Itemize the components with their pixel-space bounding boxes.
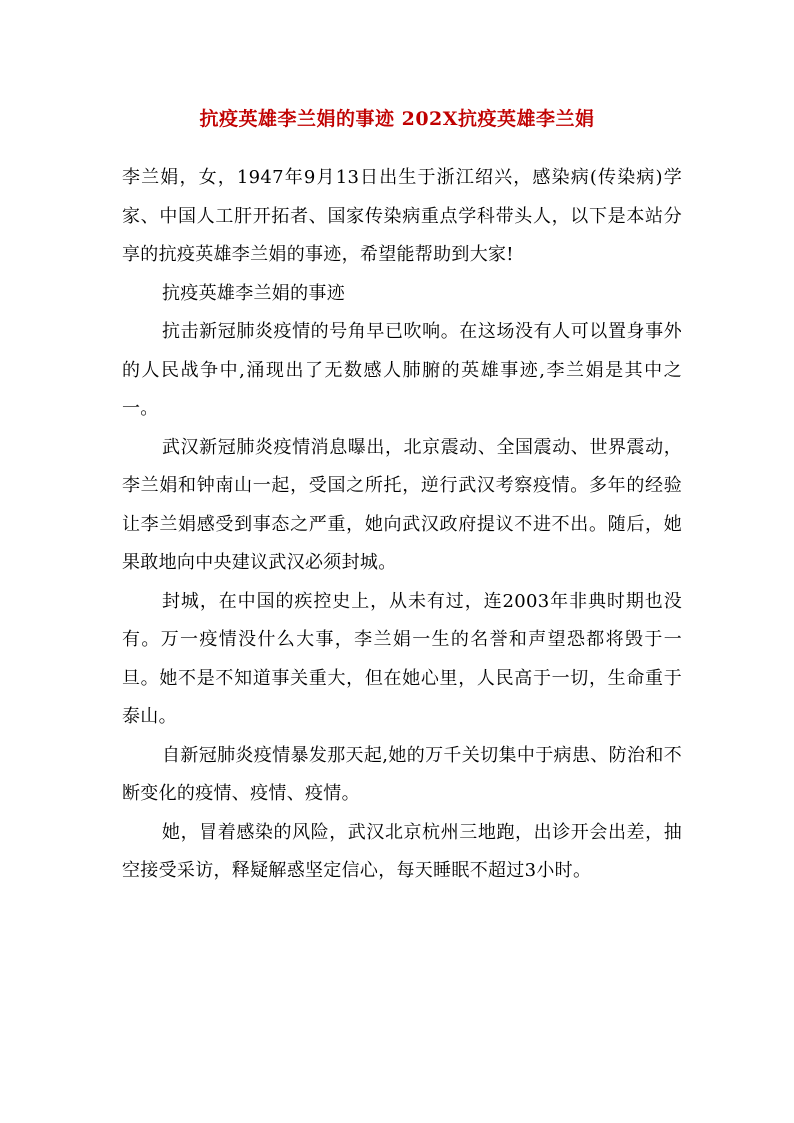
body-paragraph: 她，冒着感染的风险，武汉北京杭州三地跑，出诊开会出差，抽空接受采访，释疑解惑坚定信心，每天睡眠不超过3小时。 (122, 821, 682, 881)
section-heading: 抗疫英雄李兰娟的事迹 (162, 282, 345, 304)
body-paragraph: 自新冠肺炎疫情暴发那天起,她的万千关切集中于病患、防治和不断变化的疫情、疫情、疫情。 (122, 744, 682, 804)
document-body (122, 159, 682, 891)
body-paragraph: 抗击新冠肺炎疫情的号角早已吹响。在这场没有人可以置身事外的人民战争中,涌现出了无数感人肺腑的英雄事迹,李兰娟是其中之一。 (122, 321, 682, 419)
document-title: 抗疫英雄李兰娟的事迹 202X抗疫英雄李兰娟 (199, 108, 595, 130)
intro-paragraph: 李兰娟，女，1947年9月13日出生于浙江绍兴，感染病(传染病)学家、中国人工肝开拓者、国家传染病重点学科带头人，以下是本站分享的抗疫英雄李兰娟的事迹，希望能帮助到大家! (122, 167, 682, 265)
body-paragraph: 封城，在中国的疾控史上，从未有过，连2003年非典时期也没有。万一疫情没什么大事，李兰娟一生的名誉和声望恐都将毁于一旦。她不是不知道事关重大，但在她心里，人民高于一切，生命重于泰山。 (122, 590, 682, 727)
body-paragraph: 武汉新冠肺炎疫情消息曝出，北京震动、全国震动、世界震动，李兰娟和钟南山一起，受国之所托，逆行武汉考察疫情。多年的经验让李兰娟感受到事态之严重，她向武汉政府提议不进不出。随后，她果敢地向中央建议武汉必须封城。 (122, 436, 682, 573)
